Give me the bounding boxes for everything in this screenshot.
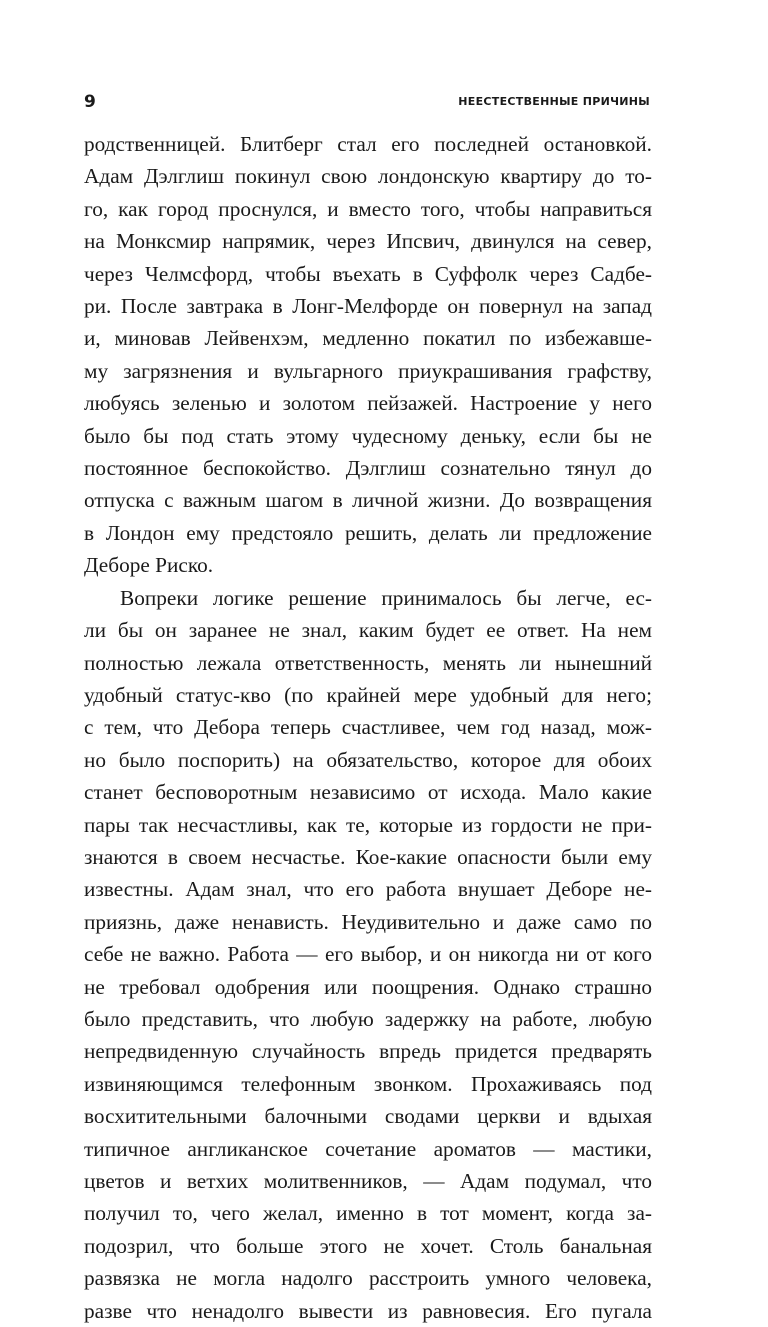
text-line: непредвиденную случайность впредь придется предварять <box>84 1039 652 1064</box>
page-number: 9 <box>84 92 96 112</box>
text-line: приязнь, даже ненависть. Неудивительно и даже само по <box>84 909 652 934</box>
text-line: себе не важно. Работа — его выбор, и он никогда ни от кого <box>84 942 652 967</box>
text-line: станет бесповоротным независимо от исхода. Мало какие <box>84 780 652 805</box>
text-line: и, миновав Лейвенхэм, медленно покатил по избежавше- <box>84 326 652 351</box>
text-line: не требовал одобрения или поощрения. Однако страшно <box>84 974 652 999</box>
text-line: восхитительными балочными сводами церкви и вдыхая <box>84 1104 652 1129</box>
text-line: ли бы он заранее не знал, каким будет ее ответ. На нем <box>84 618 652 643</box>
text-line: му загрязнения и вульгарного приукрашивания графству, <box>84 358 652 383</box>
text-line: развязка не могла надолго расстроить умного человека, <box>84 1266 652 1291</box>
text-line: пары так несчастливы, как те, которые из гордости не при- <box>84 812 652 837</box>
text-line: полностью лежала ответственность, менять ли нынешний <box>84 650 652 675</box>
text-line: на Монксмир напрямик, через Ипсвич, двинулся на север, <box>84 229 652 254</box>
text-line: получил то, чего желал, именно в тот момент, когда за- <box>84 1201 652 1226</box>
text-line: с тем, что Дебора теперь счастливее, чем год назад, мож- <box>84 715 652 740</box>
text-line: удобный статус-кво (по крайней мере удобный для него; <box>84 682 652 707</box>
text-line: Адам Дэлглиш покинул свою лондонскую квартиру до то- <box>84 164 652 189</box>
text-line: отпуска с важным шагом в личной жизни. До возвращения <box>84 488 652 513</box>
text-line: было бы под стать этому чудесному деньку, если бы не <box>84 423 652 448</box>
text-line: цветов и ветхих молитвенников, — Адам подумал, что <box>84 1169 652 1193</box>
text-line: типичное англиканское сочетание ароматов — мастики, <box>84 1136 652 1161</box>
text-line: постоянное беспокойство. Дэлглиш сознательно тянул до <box>84 456 652 481</box>
text-line: го, как город проснулся, и вместо того, чтобы направиться <box>84 196 652 221</box>
text-line: известны. Адам знал, что его работа внушает Деборе не- <box>84 877 652 902</box>
text-line: Вопреки логике решение принималось бы легче, ес- <box>120 585 652 610</box>
text-line: ри. После завтрака в Лонг-Мелфорде он повернул на запад <box>84 294 652 319</box>
text-line: извиняющимся телефонным звонком. Прохаживаясь под <box>84 1071 652 1096</box>
body-text <box>84 128 652 1327</box>
text-line: было представить, что любую задержку на работе, любую <box>84 1006 652 1031</box>
text-line: через Челмсфорд, чтобы въехать в Суффолк через Садбе- <box>84 261 652 286</box>
text-line: родственницей. Блитберг стал его последней остановкой. <box>84 132 652 156</box>
running-title: НЕЕСТЕСТВЕННЫЕ ПРИЧИНЫ <box>458 95 650 108</box>
text-line: Деборе Риско. <box>84 553 214 578</box>
text-line: в Лондон ему предстояло решить, делать ли предложение <box>84 520 652 545</box>
text-line: подозрил, что больше этого не хочет. Столь банальная <box>84 1233 652 1258</box>
text-line: разве что ненадолго вывести из равновесия. Его пугала <box>84 1298 652 1323</box>
text-line: знаются в своем несчастье. Кое-какие опасности были ему <box>84 844 652 869</box>
text-line: но было поспорить) на обязательство, которое для обоих <box>84 747 652 772</box>
text-line: любуясь зеленью и золотом пейзажей. Настроение у него <box>84 391 652 416</box>
